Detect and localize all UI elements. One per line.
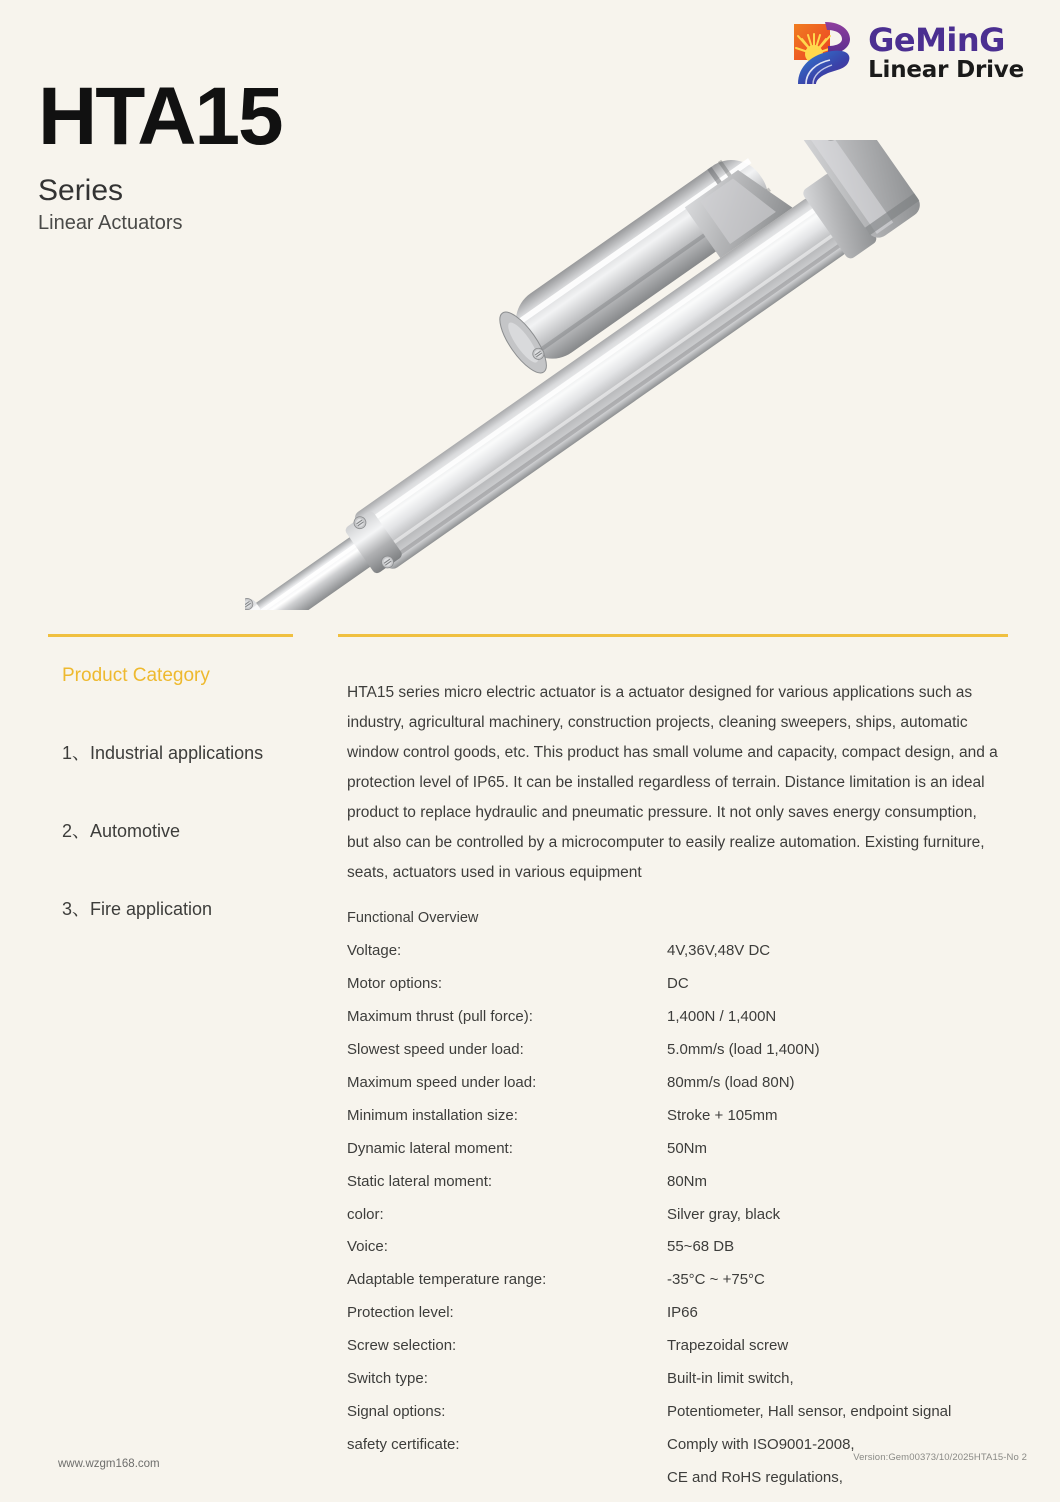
spec-rows <box>347 942 1002 1502</box>
product-category-title: Product Category <box>62 665 210 686</box>
spec-label: Dynamic lateral moment: <box>347 1139 513 1157</box>
table-row <box>347 975 1002 1008</box>
functional-overview-heading: Functional Overview <box>347 910 479 926</box>
table-row <box>347 1403 1002 1436</box>
spec-value: 50Nm <box>667 1139 708 1157</box>
spec-label: Minimum installation size: <box>347 1106 518 1124</box>
spec-value: 55~68 DB <box>667 1238 735 1256</box>
spec-label: Maximum thrust (pull force): <box>347 1007 533 1025</box>
table-row <box>347 1370 1002 1403</box>
footer-version: Version:Gem00373/10/2025HTA15-No 2 <box>853 1452 1027 1463</box>
spec-label: Switch type: <box>347 1370 428 1388</box>
table-row <box>347 1436 1002 1502</box>
spec-value: Silver gray, black <box>667 1205 781 1223</box>
spec-value: Potentiometer, Hall sensor, endpoint signal <box>667 1403 952 1421</box>
category-item-3: 3、Fire application <box>62 899 213 919</box>
spec-label: Voltage: <box>347 942 402 959</box>
spec-label: Motor options: <box>347 974 443 992</box>
spec-value: 4V,36V,48V DC <box>667 942 771 959</box>
spec-label: color: <box>347 1205 384 1223</box>
table-row <box>347 1337 1002 1370</box>
spec-value: 80Nm <box>667 1172 708 1190</box>
table-row <box>347 1271 1002 1304</box>
spec-value: -35°C ~ +75°C <box>667 1271 765 1289</box>
table-row <box>347 1140 1002 1173</box>
page-title: HTA15 <box>38 71 282 162</box>
product-subtitle: Linear Actuators <box>38 211 183 234</box>
spec-label: safety certificate: <box>347 1436 460 1454</box>
spec-value: 80mm/s (load 80N) <box>667 1073 795 1091</box>
table-row <box>347 1008 1002 1041</box>
brand-name: GeMinG <box>868 21 1005 59</box>
table-row <box>347 1173 1002 1206</box>
linear-actuator-photo <box>245 140 985 610</box>
spec-label: Adaptable temperature range: <box>347 1271 547 1289</box>
brand-tagline: Linear Drive <box>868 57 1024 83</box>
table-row <box>347 1304 1002 1337</box>
table-row <box>347 1041 1002 1074</box>
spec-value-line1: Comply with ISO9001-2008, <box>667 1436 855 1454</box>
spec-value: 5.0mm/s (load 1,400N) <box>667 1040 820 1058</box>
spec-value-line2: CE and RoHS regulations, <box>667 1468 843 1486</box>
spec-value: 1,400N / 1,400N <box>667 1007 777 1025</box>
spec-label: Screw selection: <box>347 1337 457 1355</box>
spec-value-multiline <box>667 1436 1002 1502</box>
table-row <box>347 1238 1002 1271</box>
product-description-section <box>347 678 1002 1502</box>
category-item-1: 1、Industrial applications <box>62 743 264 763</box>
divider-right <box>338 634 1008 637</box>
geming-sunburst-logo-icon <box>792 18 858 88</box>
intro-paragraph: HTA15 series micro electric actuator is a actuator designed for various applications such as industry, agricultural machinery, construction projects, cleaning sweepers, ships, automatic window control goods, etc. This product has small volume and capacity, compact design, and a protection level of IP65. It can be installed regardless of terrain. Distance limitation is an ideal product to replace hydraulic and pneumatic pressure. It not only saves energy consumption, but also can be controlled by a microcomputer to easily realize automation. Existing furniture, seats, actuators used in various equipment <box>347 684 998 881</box>
table-row <box>347 942 1002 975</box>
spec-value: Trapezoidal screw <box>667 1337 789 1355</box>
table-row <box>347 1206 1002 1239</box>
product-category-section <box>62 665 312 921</box>
logo-wordmark <box>868 21 1024 83</box>
spec-label: Protection level: <box>347 1304 454 1322</box>
spec-label: Voice: <box>347 1238 388 1256</box>
company-logo <box>792 18 1024 88</box>
spec-label: Maximum speed under load: <box>347 1073 537 1091</box>
series-label: Series <box>38 173 124 207</box>
spec-value: Built-in limit switch, <box>667 1370 794 1388</box>
specifications-table <box>347 942 1002 1502</box>
category-item-2: 2、Automotive <box>62 821 181 841</box>
spec-value: IP66 <box>667 1304 698 1322</box>
spec-value: Stroke + 105mm <box>667 1106 778 1124</box>
spec-label: Slowest speed under load: <box>347 1040 524 1058</box>
footer-website[interactable]: www.wzgm168.com <box>58 1458 160 1470</box>
table-row <box>347 1107 1002 1140</box>
table-row <box>347 1074 1002 1107</box>
spec-value: DC <box>667 974 689 992</box>
divider-left <box>48 634 293 637</box>
spec-label: Signal options: <box>347 1403 446 1421</box>
spec-label: Static lateral moment: <box>347 1172 493 1190</box>
